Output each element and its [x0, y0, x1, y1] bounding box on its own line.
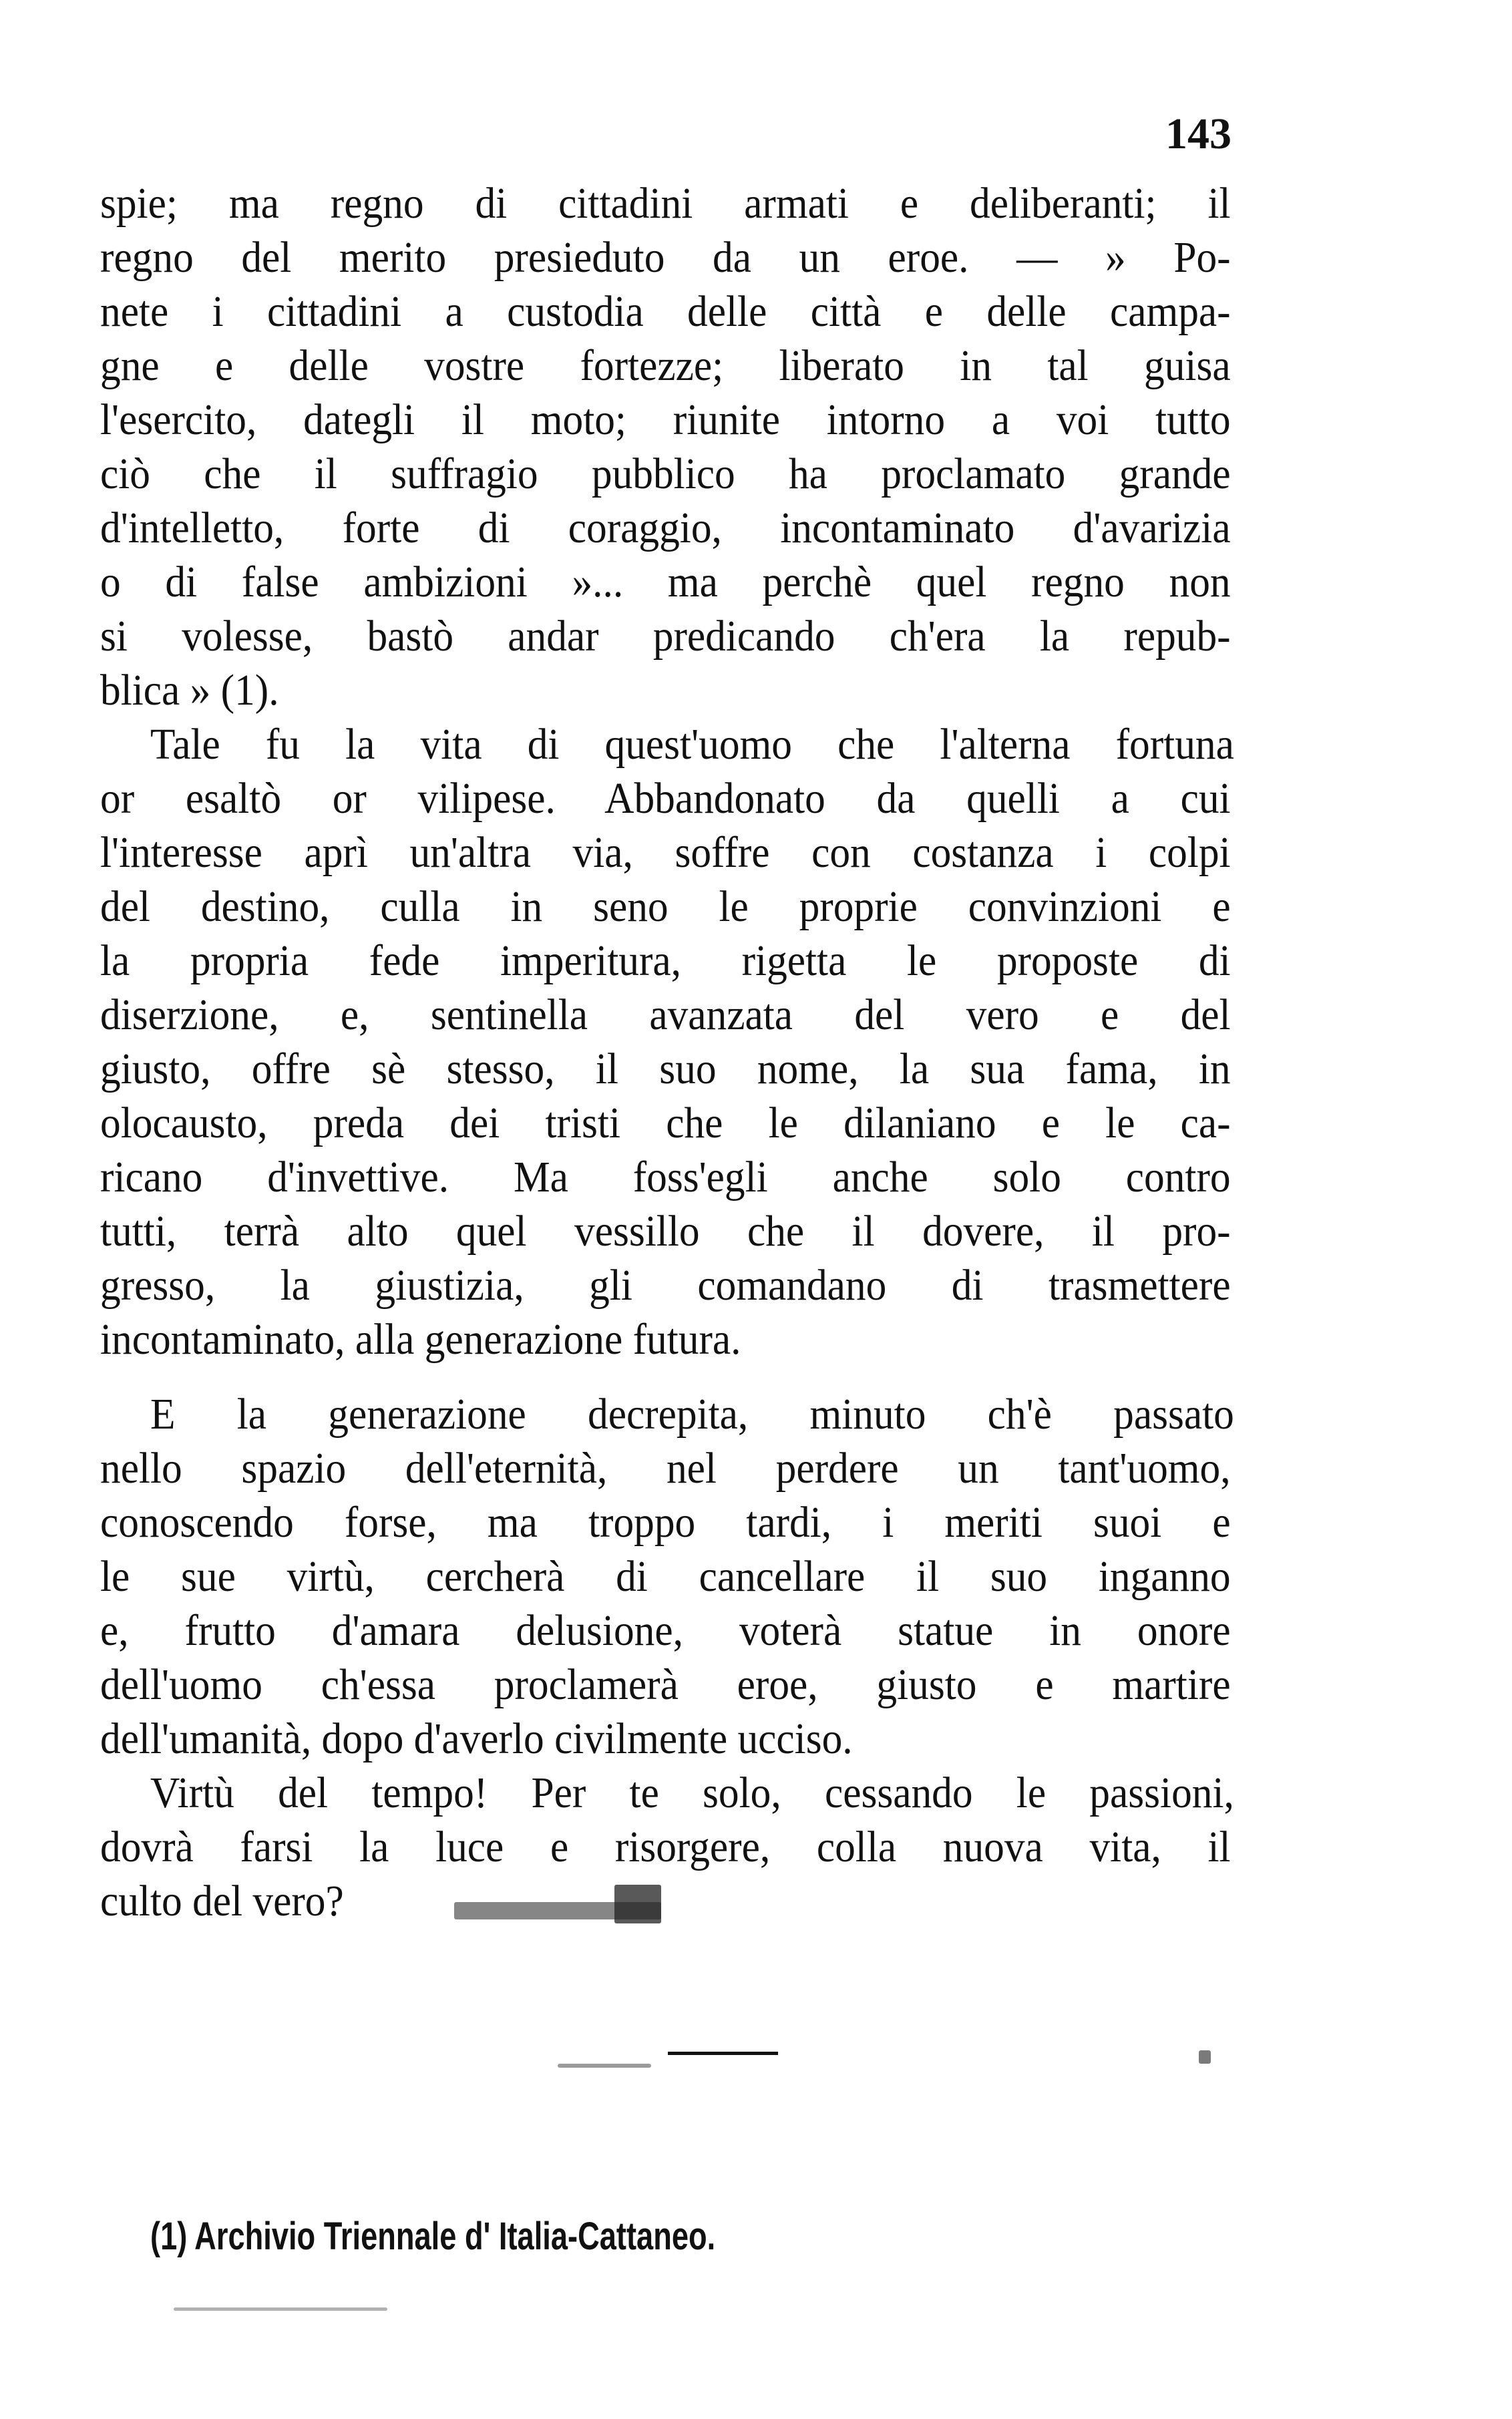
text-line: nello spazio dell'eternità, nel perdere un tant'uomo,	[100, 1444, 1231, 1493]
text-line: incontaminato, alla generazione futura.	[100, 1315, 741, 1364]
text-line: o di false ambizioni »... ma perchè quel regno non	[100, 558, 1231, 606]
text-line: la propria fede imperitura, rigetta le proposte di	[100, 936, 1231, 985]
text-line: nete i cittadini a custodia delle città e delle campa-	[100, 287, 1231, 336]
ink-smudge	[174, 2307, 387, 2311]
text-line: d'intelletto, forte di coraggio, incontaminato d'avarizia	[100, 504, 1231, 552]
text-line: olocausto, preda dei tristi che le dilaniano e le ca-	[100, 1099, 1231, 1147]
paragraph-first-line: E la generazione decrepita, minuto ch'è passato	[150, 1390, 1234, 1439]
ink-smudge	[614, 1885, 661, 1923]
text-line: dell'umanità, dopo d'averlo civilmente ucciso.	[100, 1714, 853, 1763]
text-line: ciò che il suffragio pubblico ha proclamato grande	[100, 449, 1231, 498]
text-line: l'esercito, dategli il moto; riunite intorno a voi tutto	[100, 395, 1231, 444]
ink-smudge	[558, 2064, 651, 2068]
text-line: del destino, culla in seno le proprie convinzioni e	[100, 882, 1231, 931]
paragraph-first-line: Tale fu la vita di quest'uomo che l'alterna fortuna	[150, 720, 1234, 769]
text-line: ricano d'invettive. Ma foss'egli anche solo contro	[100, 1153, 1231, 1201]
text-line: diserzione, e, sentinella avanzata del vero e del	[100, 990, 1231, 1039]
text-line: gresso, la giustizia, gli comandano di trasmettere	[100, 1261, 1231, 1310]
text-line: blica » (1).	[100, 666, 279, 715]
text-line: spie; ma regno di cittadini armati e deliberanti; il	[100, 179, 1231, 228]
footnote: (1) Archivio Triennale d' Italia-Cattaneo.	[150, 2215, 716, 2258]
text-line: culto del vero?	[100, 1877, 344, 1925]
footnote-separator	[668, 2052, 778, 2055]
ink-smudge	[1199, 2050, 1211, 2064]
text-line: dell'uomo ch'essa proclamerà eroe, giusto e martire	[100, 1660, 1231, 1709]
text-line: le sue virtù, cercherà di cancellare il suo inganno	[100, 1552, 1231, 1601]
text-line: e, frutto d'amara delusione, voterà statue in onore	[100, 1606, 1231, 1655]
page-number: 143	[1165, 110, 1232, 158]
text-line: regno del merito presieduto da un eroe. — » Po-	[100, 233, 1231, 282]
text-line: or esaltò or vilipese. Abbandonato da quelli a cui	[100, 774, 1231, 823]
paragraph-first-line: Virtù del tempo! Per te solo, cessando le passioni,	[150, 1769, 1234, 1817]
text-line: conoscendo forse, ma troppo tardi, i meriti suoi e	[100, 1498, 1231, 1547]
text-line: tutti, terrà alto quel vessillo che il dovere, il pro-	[100, 1207, 1231, 1256]
text-line: giusto, offre sè stesso, il suo nome, la sua fama, in	[100, 1045, 1231, 1093]
text-line: dovrà farsi la luce e risorgere, colla nuova vita, il	[100, 1823, 1231, 1871]
text-line: l'interesse aprì un'altra via, soffre con costanza i colpi	[100, 828, 1231, 877]
text-line: si volesse, bastò andar predicando ch'era la repub-	[100, 612, 1231, 661]
text-line: gne e delle vostre fortezze; liberato in tal guisa	[100, 341, 1231, 390]
